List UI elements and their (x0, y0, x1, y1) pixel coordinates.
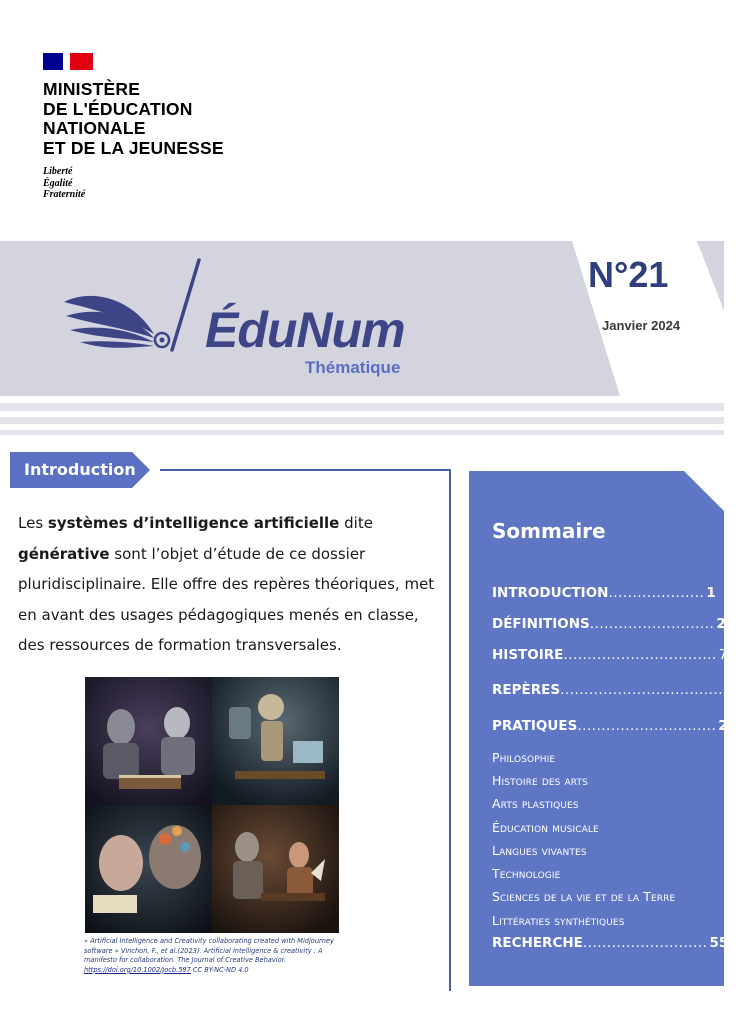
divider-stripe (0, 417, 724, 424)
toc-dots: .................... (608, 585, 705, 601)
toc-title: DÉFINITIONS (492, 616, 590, 632)
toc-title: INTRODUCTION (492, 585, 609, 601)
toc-page: 55 (709, 935, 729, 951)
sommaire-title: Sommaire (492, 519, 606, 543)
introduction-paragraph: Les systèmes d’intelligence artificielle dite générative sont l’objet d’étude de ce dossier pluridisciplinaire. Elle offre des repères théoriques, met en avant des usages pédagogiques menés en classe, des ressources de formation transversales. (18, 514, 435, 654)
divider-stripe (0, 430, 724, 435)
divider-stripe (0, 403, 724, 411)
toc-page: 9 (744, 682, 753, 698)
brand-subtitle: Thématique (305, 358, 401, 377)
issue-date: Janvier 2024 (602, 318, 681, 333)
section-rule-vertical (449, 469, 451, 991)
republic-motto (43, 166, 243, 201)
toc-subitem[interactable]: Littératies synthétiques (492, 913, 625, 928)
toc-dots: .......................... (582, 935, 708, 951)
toc-subitem[interactable]: Éducation musicale (492, 820, 599, 835)
brand-title: ÉduNum (205, 302, 405, 358)
toc-subitem[interactable]: Arts plastiques (492, 796, 579, 811)
toc-dots: ................................ (563, 647, 717, 663)
toc-item-recherche[interactable] (492, 935, 729, 951)
image-caption: « Artificial Intelligence and Creativity collaborating created with Midjourney software » Vinchon, F., et al.(2023). Artificial intelligence & creativity : A manifesto for collaboration. The Journal of Creative Behavior. https://doi.org/10.1002/jocb.597 CC BY-NC-ND 4.0 (84, 937, 334, 974)
toc-subitem[interactable]: Philosophie (492, 750, 556, 765)
ministry-line: ET DE LA JEUNESSE (43, 137, 224, 158)
motto-line: Fraternité (43, 189, 86, 200)
toc-title: HISTOIRE (492, 647, 564, 663)
toc-dots: ............................. (577, 718, 717, 734)
marianne-flag-icon (43, 53, 93, 70)
toc-title: RECHERCHE (492, 935, 583, 951)
ai-creativity-illustration (85, 677, 339, 933)
toc-item-pratiques[interactable] (492, 718, 738, 734)
toc-dots: .......................... (589, 616, 715, 632)
toc-title: REPÈRES (492, 682, 561, 698)
issue-number: N°21 (588, 254, 669, 295)
ministry-logo-block (43, 53, 243, 201)
toc-subitem[interactable]: Langues vivantes (492, 843, 587, 858)
ministry-line: NATIONALE (43, 118, 146, 138)
toc-page: 20 (718, 718, 738, 734)
toc-item-reperes[interactable] (492, 682, 753, 698)
toc-page: 1 (706, 585, 716, 601)
toc-dots: ...................................... (560, 682, 743, 698)
doi-link[interactable]: https://doi.org/10.1002/jocb.597 (84, 965, 191, 974)
toc-subitem[interactable]: Sciences de la vie et de la Terre (492, 889, 676, 904)
toc-subitem[interactable]: Histoire des arts (492, 773, 588, 788)
motto-line: Liberté (43, 166, 73, 177)
ministry-name (43, 80, 243, 158)
toc-subitem[interactable]: Technologie (492, 866, 561, 881)
motto-line: Égalité (43, 177, 73, 189)
introduction-heading: Introduction (24, 460, 136, 479)
edunum-book-logo-icon (62, 258, 202, 358)
ministry-line: DE L'ÉDUCATION (43, 98, 193, 119)
toc-title: PRATIQUES (492, 718, 578, 734)
ministry-line: MINISTÈRE (43, 79, 141, 99)
toc-item-histoire[interactable] (492, 647, 728, 663)
section-rule (160, 469, 451, 471)
toc-item-definitions[interactable] (492, 616, 726, 632)
toc-item-introduction[interactable] (492, 585, 716, 601)
toc-page: 2 (716, 616, 726, 632)
toc-page: 7 (718, 647, 728, 663)
